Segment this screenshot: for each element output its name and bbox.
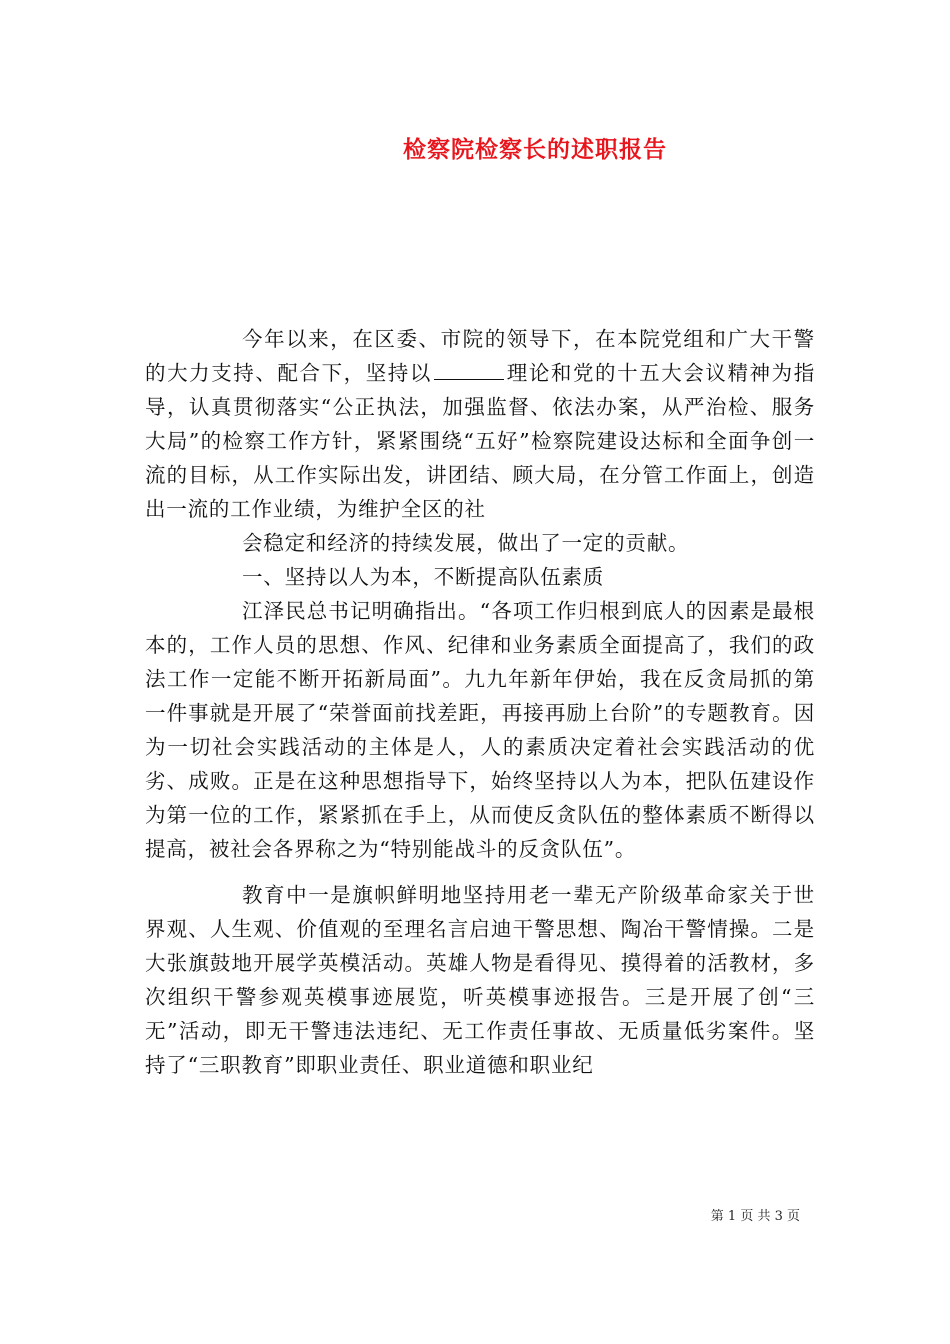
page-number: 第 1 页 共 3 页: [710, 1209, 800, 1224]
intro-text-part2: 理论和党的十五大会议精神为指导，认真贯彻落实“公正执法，加强监督、依法办案，从严治检、服务大局”的检察工作方针，紧紧围绕“五好”检察院建设达标和全面争创一流的目标，从工作实际出发，讲团结、顾大局，在分管工作面上，创造出一流的工作业绩，为维护全区的社: [145, 361, 816, 521]
body-paragraph: 江泽民总书记明确指出。“各项工作归根到底人的因素是最根本的，工作人员的思想、作风、纪律和业务素质全面提高了，我们的政法工作一定能不断开拓新局面”。九九年新年伊始，我在反贪局抓的第一件事就是开展了“荣誉面前找差距，再接再励上台阶”的专题教育。因为一切社会实践活动的主体是人，人的素质决定着社会实践活动的优劣、成败。正是在这种思想指导下，始终坚持以人为本，把队伍建设作为第一位的工作，紧紧抓在手上，从而使反贪队伍的整体素质不断得以提高，被社会各界称之为“特别能战斗的反贪队伍”。: [145, 599, 815, 861]
section-heading: 一、坚持以人为本，不断提高队伍素质: [242, 565, 605, 589]
paragraph-spacer: [145, 866, 815, 878]
body-paragraph: 教育中一是旗帜鲜明地坚持用老一辈无产阶级革命家关于世界观、人生观、价值观的至理名言启迪干警思想、陶冶干警情操。二是大张旗鼓地开展学英模活动。英雄人物是看得见、摸得着的活教材，多次组织干警参观英模事迹展览，听英模事迹报告。三是开展了创“三无”活动，即无干警违法违纪、无工作责任事故、无质量低劣案件。坚持了“三职教育”即职业责任、职业道德和职业纪: [145, 883, 815, 1077]
document-body: [145, 322, 815, 1082]
document-title: 检察院检察长的述职报告: [403, 136, 667, 163]
intro-text-part1: 今年以来，在区委、市院的领导下，在本院党组和广大干警的大力支持、配合下，坚持以: [145, 327, 815, 385]
intro-paragraph: [145, 322, 815, 526]
blank-underline: [434, 357, 504, 380]
intro-continued-paragraph: 会稳定和经济的持续发展，做出了一定的贡献。: [242, 531, 690, 555]
